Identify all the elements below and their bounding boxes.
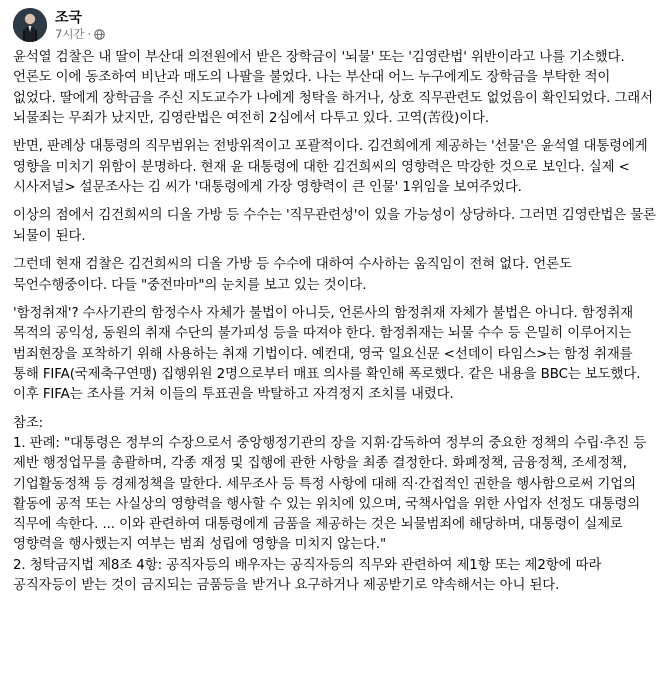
paragraph-2: 반면, 판례상 대통령의 직무범위는 전방위적이고 포괄적이다. 김건희에게 제공하는 '선물'은 윤석열 대통령에게 영향을 미치기 위함이 분명하다. 현재 윤 대통령에 대한 김건희씨의 영향력은 막강한 것으로 보인다. 실제 <시사저널> 설문조사는 김 씨가 '대통령에게 가장 영향력이 큰 인물' 1위임을 보여주었다. bbox=[13, 139, 648, 195]
reference-2: 2. 청탁금지법 제8조 4항: 공직자등의 배우자는 공직자등의 직무와 관련하여 제1항 또는 제2항에 따라 공직자등이 받는 것이 금지되는 금품등을 받거나 요구하거나 제공받기로 약속해서는 아니 된다. bbox=[13, 557, 602, 594]
reference-1: 1. 판례: "대통령은 정부의 수장으로서 중앙행정기관의 장을 지휘·감독하여 정부의 중요한 정책의 수립·추진 등 제반 행정업무를 총괄하며, 각종 재정 및 집행에 관한 사항을 최종 결정한다. 화폐정책, 금융정책, 조세정책, 기업활동정책 등 경제정책을 말한다. 세무조사 등 특정 사항에 대해 직·간접적인 권한을 행사함으로써 기업의 활동에 공적 또는 사실상의 영향력을 행사할 수 있는 위치에 있으며, 국책사업을 위한 사업자 선정도 대통령의 직무에 속한다. ... 이와 관련하여 대통령에게 금품을 제공하는 것은 뇌물범죄에 해당하며, 대통령이 실제로 영향력을 행사했는지 여부는 범죄 성립에 영향을 미치지 않는다." bbox=[13, 435, 647, 553]
paragraph-1: 윤석열 검찰은 내 딸이 부산대 의전원에서 받은 장학금이 '뇌물' 또는 '김영란법' 위반이라고 나를 기소했다. 언론도 이에 동조하여 비난과 매도의 나팔을 불었다. 나는 부산대 어느 누구에게도 장학금을 부탁한 적이 없었다. 딸에게 장학금을 주신 지도교수가 나에게 청탁을 하거나, 상호 직무관련도 없었음이 확인되었다. 그래서 뇌물죄는 무죄가 났지만, 김영란법은 여전히 2심에서 다투고 있다. 고역(苦役)이다. bbox=[13, 50, 653, 126]
paragraph-4: 그런데 현재 검찰은 김건희씨의 디올 가방 등 수수에 대하여 수사하는 움직임이 전혀 없다. 언론도 묵언수행중이다. 다들 "중전마마"의 눈치를 보고 있는 것이다. bbox=[13, 257, 572, 293]
author-name[interactable]: 조국 bbox=[55, 9, 83, 26]
avatar-photo bbox=[13, 8, 47, 42]
post-meta bbox=[55, 9, 105, 42]
paragraph-5: '함정취재'? 수사기관의 함정수사 자체가 불법이 아니듯, 언론사의 함정취재 자체가 불법은 아니다. 함정취재 목적의 공익성, 동원의 취재 수단의 불가피성 등을 따져야 한다. 함정취재는 뇌물 수수 등 은밀히 이루어지는 범죄현장을 포착하기 위해 사용하는 취재 기법이다. 예컨대, 영국 일요신문 <선데이 타임스>는 함정 취재를 통해 FIFA(국제축구연맹) 집행위원 2명으로부터 매표 의사를 확인해 폭로했다. 같은 내용을 BBC는 보도했다. 이후 FIFA는 조사를 거쳐 이들의 투표권을 박탈하고 자격정지 조치를 내렸다. bbox=[13, 306, 641, 403]
post-time[interactable]: 7시간 bbox=[55, 26, 85, 41]
avatar[interactable] bbox=[13, 8, 47, 42]
references-title: 참조: bbox=[13, 415, 44, 431]
post-header bbox=[13, 0, 657, 48]
globe-icon[interactable] bbox=[94, 29, 105, 40]
post-body bbox=[13, 48, 657, 596]
paragraph-3: 이상의 점에서 김건희씨의 디올 가방 등 수수는 '직무관련성'이 있을 가능성이 상당하다. 그러면 김영란법은 물론 뇌물이 된다. bbox=[13, 208, 656, 244]
references bbox=[13, 414, 657, 597]
time-row bbox=[55, 27, 105, 42]
separator-dot: · bbox=[87, 26, 92, 41]
